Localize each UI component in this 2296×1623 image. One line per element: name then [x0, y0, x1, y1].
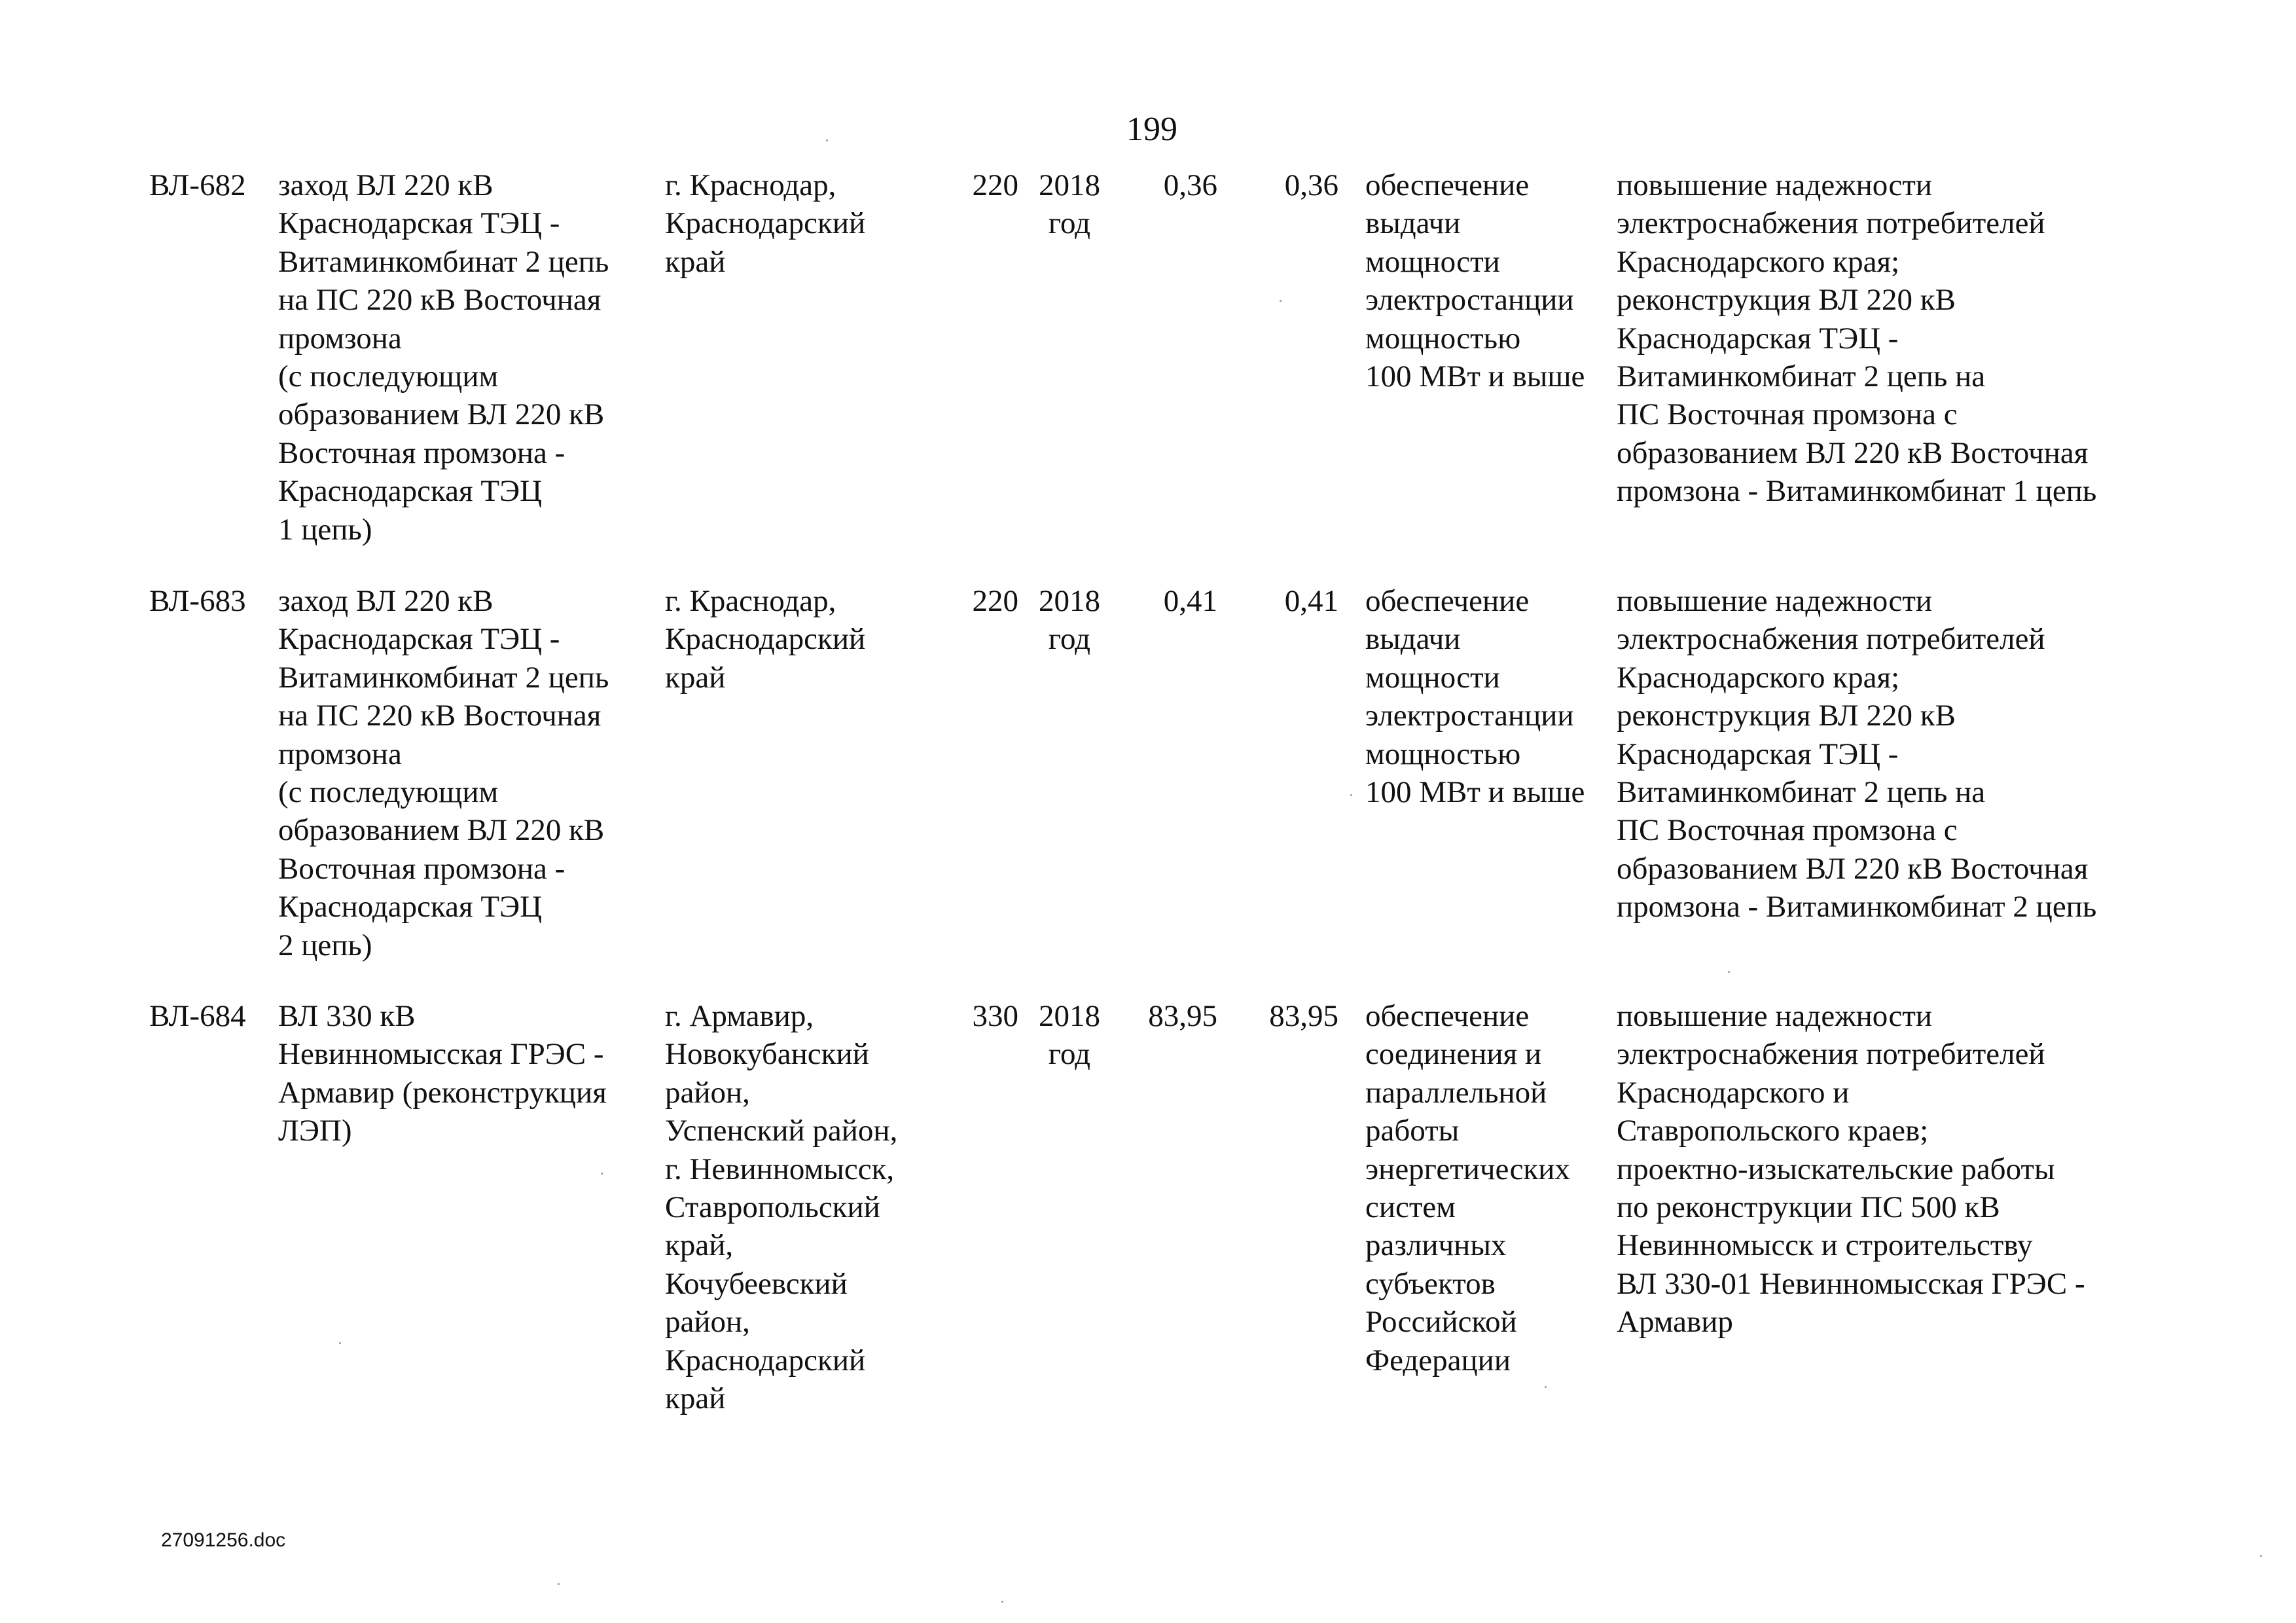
line-location: г. Армавир, Новокубанский район, Успенский район, г. Невинномысск, Ставропольский край, Кочубеевский район, Краснодарский край	[665, 999, 898, 1416]
scan-speck	[1728, 971, 1730, 973]
scan-speck	[2260, 1555, 2262, 1557]
line-length-total: 83,95	[1148, 999, 1217, 1033]
line-id: ВЛ-683	[149, 584, 246, 618]
line-length-stage: 83,95	[1269, 999, 1338, 1033]
line-length-stage: 0,36	[1284, 168, 1338, 202]
line-year: 2018 год	[1039, 584, 1100, 657]
line-name: заход ВЛ 220 кВ Краснодарская ТЭЦ - Витаминкомбинат 2 цепь на ПС 220 кВ Восточная промзона (с последующим образованием ВЛ 220 кВ Восточная промзона - Краснодарская ТЭЦ 1 цепь)	[278, 168, 609, 547]
scan-speck	[1001, 1601, 1003, 1603]
line-year: 2018 год	[1039, 999, 1100, 1072]
footer-doc-id: 27091256.doc	[161, 1529, 286, 1551]
line-note: повышение надежности электроснабжения потребителей Краснодарского края; реконструкция ВЛ 220 кВ Краснодарская ТЭЦ - Витаминкомбинат 2 цепь на ПС Восточная промзона с образованием ВЛ 220 кВ Восточная промзона - Витаминкомбинат 2 цепь	[1617, 584, 2097, 924]
line-year: 2018 год	[1039, 168, 1100, 241]
line-voltage: 330	[972, 999, 1018, 1033]
line-name: ВЛ 330 кВ Невинномысская ГРЭС - Армавир (реконструкция ЛЭП)	[278, 999, 607, 1148]
line-length-stage: 0,41	[1284, 584, 1338, 618]
line-id: ВЛ-684	[149, 999, 246, 1033]
line-voltage: 220	[972, 168, 1018, 202]
line-name: заход ВЛ 220 кВ Краснодарская ТЭЦ - Витаминкомбинат 2 цепь на ПС 220 кВ Восточная промзона (с последующим образованием ВЛ 220 кВ Восточная промзона - Краснодарская ТЭЦ 2 цепь)	[278, 584, 609, 962]
line-goal: обеспечение выдачи мощности электростанции мощностью 100 МВт и выше	[1365, 584, 1585, 810]
scan-speck	[558, 1583, 560, 1585]
scan-speck	[1280, 300, 1282, 302]
line-goal: обеспечение соединения и параллельной работы энергетических систем различных субъектов Российской Федерации	[1365, 999, 1570, 1377]
scan-speck	[826, 139, 828, 141]
scan-speck	[1350, 794, 1352, 796]
line-note: повышение надежности электроснабжения потребителей Краснодарского края; реконструкция ВЛ 220 кВ Краснодарская ТЭЦ - Витаминкомбинат 2 цепь на ПС Восточная промзона с образованием ВЛ 220 кВ Восточная промзона - Витаминкомбинат 1 цепь	[1617, 168, 2097, 509]
line-location: г. Краснодар, Краснодарский край	[665, 168, 866, 279]
scan-speck	[339, 1342, 341, 1344]
line-id: ВЛ-682	[149, 168, 246, 202]
line-voltage: 220	[972, 584, 1018, 618]
line-location: г. Краснодар, Краснодарский край	[665, 584, 866, 695]
line-note: повышение надежности электроснабжения потребителей Краснодарского и Ставропольского краев; проектно-изыскательские работы по реконструкции ПС 500 кВ Невинномысск и строительству ВЛ 330-01 Невинномысская ГРЭС - Армавир	[1617, 999, 2085, 1340]
page-number: 199	[1126, 111, 1177, 148]
line-length-total: 0,36	[1163, 168, 1217, 202]
line-goal: обеспечение выдачи мощности электростанции мощностью 100 МВт и выше	[1365, 168, 1585, 394]
scan-speck	[601, 1173, 603, 1175]
scan-speck	[1545, 1386, 1547, 1388]
line-length-total: 0,41	[1163, 584, 1217, 618]
